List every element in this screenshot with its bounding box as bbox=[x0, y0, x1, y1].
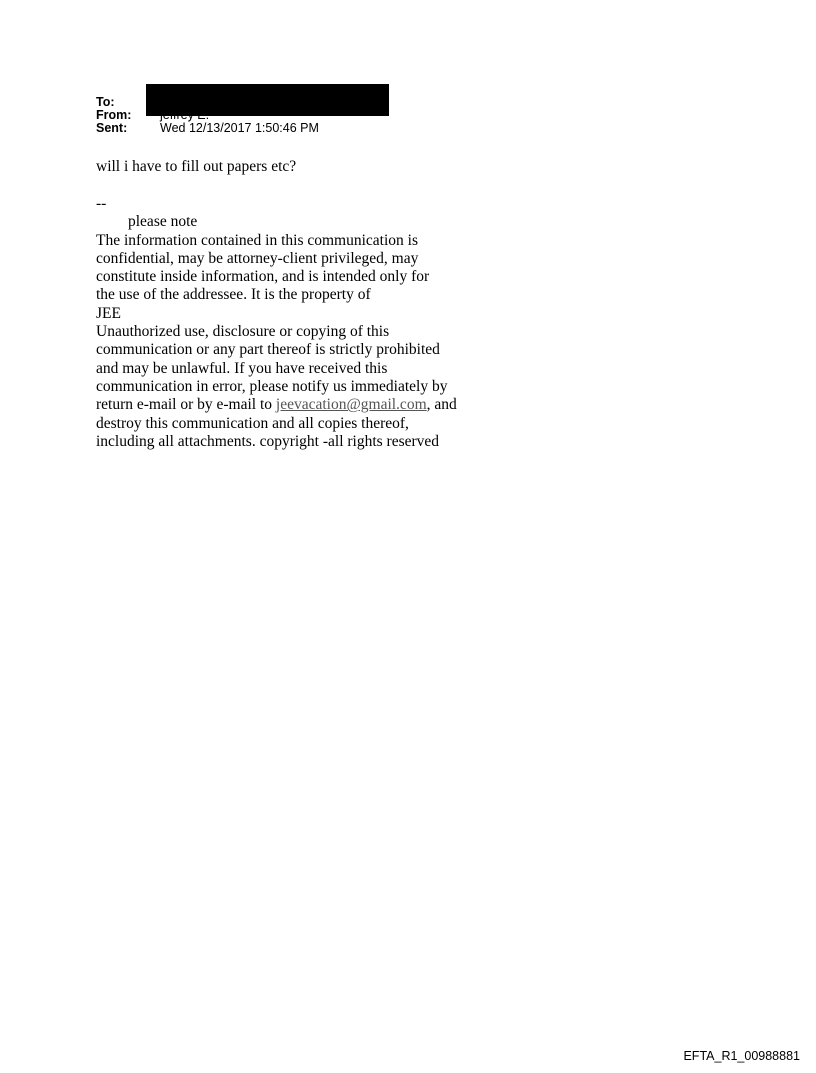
disclaimer-line: and may be unlawful. If you have received this bbox=[96, 359, 388, 377]
signature-note: please note bbox=[128, 213, 198, 231]
return-suffix: , and bbox=[426, 396, 457, 414]
disclaimer-line: The information contained in this communication is bbox=[96, 231, 418, 249]
disclaimer-line: JEE bbox=[96, 304, 121, 322]
to-label: To: bbox=[96, 95, 115, 109]
message-body: will i have to fill out papers etc? bbox=[96, 158, 297, 175]
signature-block bbox=[96, 195, 476, 451]
email-link[interactable]: jeevacation@gmail.com bbox=[275, 396, 427, 414]
disclaimer-line: Unauthorized use, disclosure or copying of this bbox=[96, 323, 390, 341]
disclaimer-return-line bbox=[96, 396, 476, 414]
disclaimer-line: communication in error, please notify us immediately by bbox=[96, 377, 448, 395]
signature-separator: -- bbox=[96, 195, 107, 212]
disclaimer-line: confidential, may be attorney-client privileged, may bbox=[96, 249, 419, 267]
redaction-box bbox=[146, 84, 389, 116]
from-label: From: bbox=[96, 108, 132, 122]
disclaimer-line: constitute inside information, and is intended only for bbox=[96, 268, 430, 286]
sent-row bbox=[96, 122, 319, 135]
disclaimer-line: communication or any part thereof is strictly prohibited bbox=[96, 341, 440, 359]
disclaimer-line: including all attachments. copyright -all rights reserved bbox=[96, 432, 440, 450]
disclaimer-line: destroy this communication and all copies thereof, bbox=[96, 414, 409, 432]
document-id: EFTA_R1_00988881 bbox=[683, 1049, 800, 1063]
sent-label: Sent: bbox=[96, 121, 128, 135]
disclaimer-line: the use of the addressee. It is the property of bbox=[96, 286, 371, 304]
return-prefix: return e-mail or by e-mail to bbox=[96, 396, 276, 414]
sent-value: Wed 12/13/2017 1:50:46 PM bbox=[160, 121, 319, 135]
